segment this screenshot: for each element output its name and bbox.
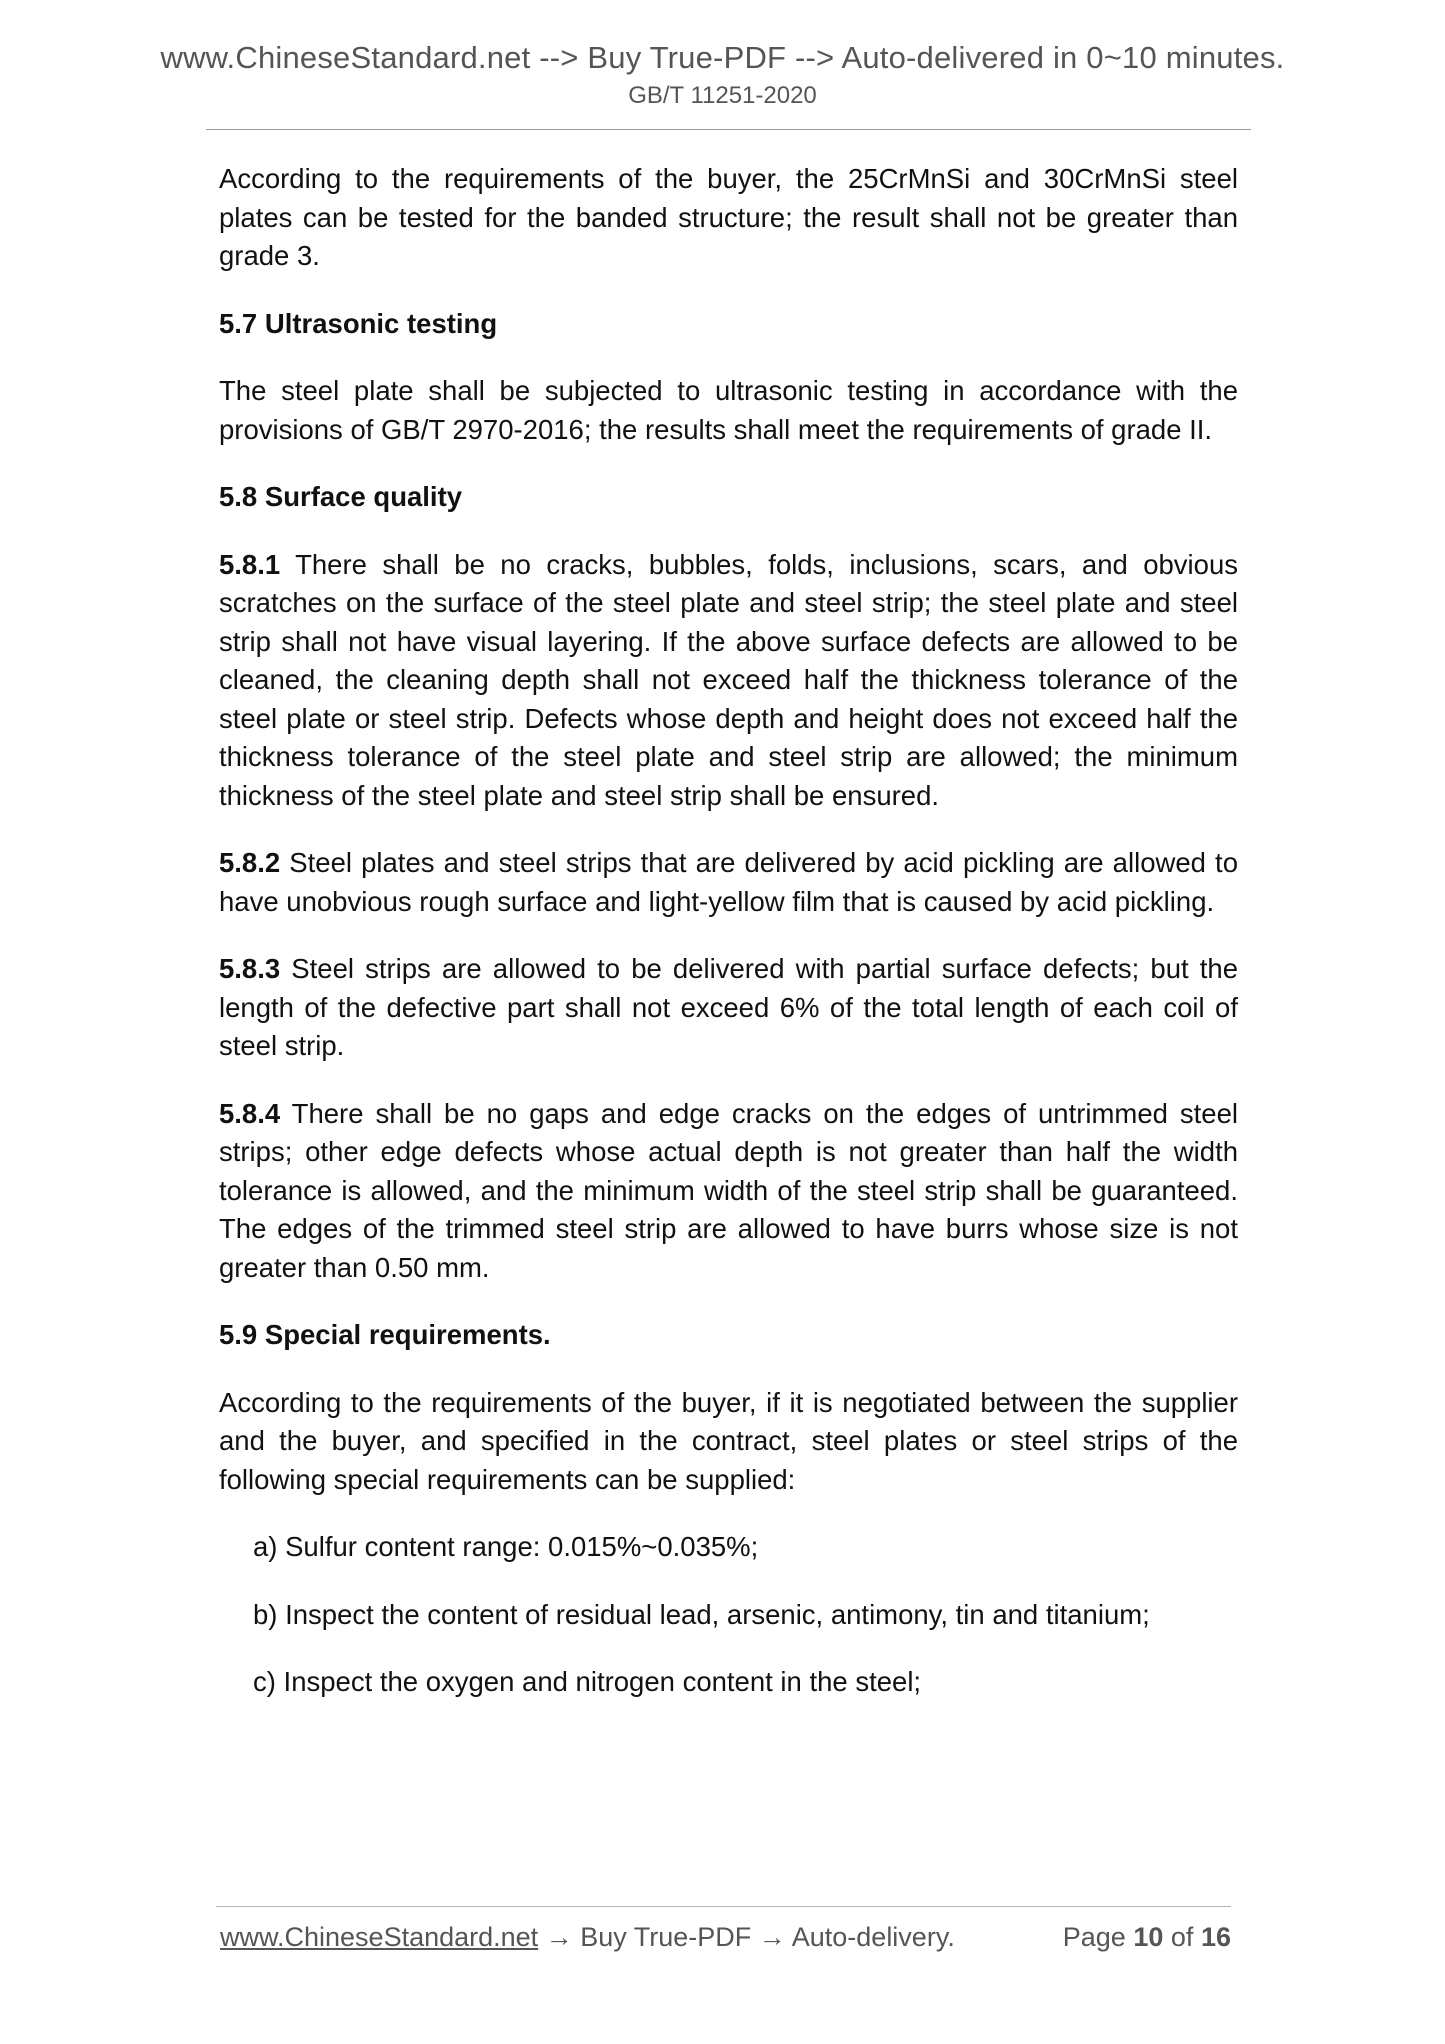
standard-code: GB/T 11251-2020: [628, 82, 817, 109]
page-indicator: [1063, 1922, 1231, 1953]
clause-text: Steel strips are allowed to be delivered with partial surface defects; but the length of the defective part shall not exceed 6% of the total length of each coil of steel strip.: [219, 953, 1238, 1061]
clause-text: Steel plates and steel strips that are delivered by acid pickling are allowed to have unobvious rough surface and light-yellow film that is caused by acid pickling.: [219, 847, 1238, 917]
list-item: b) Inspect the content of residual lead, arsenic, antimony, tin and titanium;: [253, 1598, 1150, 1630]
clause-5-8-1: [219, 546, 1238, 816]
page-footer: [220, 1922, 1231, 1962]
header-divider: [206, 129, 1251, 130]
section-5-7-heading: 5.7 Ultrasonic testing: [219, 307, 498, 339]
website-link[interactable]: www.ChineseStandard.net: [220, 1922, 539, 1952]
section-5-8-heading: 5.8 Surface quality: [219, 481, 463, 512]
section-5-9-heading: 5.9 Special requirements.: [219, 1319, 551, 1350]
list-item: c) Inspect the oxygen and nitrogen content in the steel;: [253, 1666, 922, 1697]
footer-tagline: → Buy True-PDF → Auto-delivery.: [538, 1922, 955, 1952]
list-item: a) Sulfur content range: 0.015%~0.035%;: [253, 1531, 759, 1562]
clause-number: 5.8.3: [219, 953, 281, 984]
intro-paragraph: According to the requirements of the buyer, the 25CrMnSi and 30CrMnSi steel plates can be tested for the banded structure; the result shall not be greater than grade 3.: [219, 163, 1238, 271]
clause-5-8-4: [219, 1095, 1238, 1288]
section-5-9-paragraph: According to the requirements of the buyer, if it is negotiated between the supplier and the buyer, and specified in the contract, steel plates or steel strips of the following special requirements can be supplied:: [219, 1386, 1238, 1495]
clause-number: 5.8.1: [219, 548, 281, 580]
clause-number: 5.8.4: [219, 1097, 281, 1129]
current-page-number: 10: [1133, 1922, 1164, 1952]
clause-5-8-2: [219, 844, 1238, 921]
header-banner: www.ChineseStandard.net --> Buy True-PDF --> Auto-delivered in 0~10 minutes.: [160, 40, 1285, 75]
clause-number: 5.8.2: [219, 847, 281, 878]
clause-5-8-3: [219, 950, 1238, 1066]
document-body: [219, 160, 1238, 1731]
of-label: of: [1170, 1922, 1194, 1952]
clause-text: There shall be no gaps and edge cracks on the edges of untrimmed steel strips; other edge defects whose actual depth is not greater than half the width tolerance is allowed, and the minimum width of the steel strip shall be guaranteed. The edges of the trimmed steel strip are allowed to have burrs whose size is not greater than 0.50 mm.: [219, 1097, 1238, 1283]
page-label: Page: [1062, 1922, 1126, 1952]
footer-left: [220, 1922, 955, 1953]
clause-text: There shall be no cracks, bubbles, folds, inclusions, scars, and obvious scratches on the surface of the steel plate and steel strip; the steel plate and steel strip shall not have visual layering. If the above surface defects are allowed to be cleaned, the cleaning depth shall not exceed half the thickness tolerance of the steel plate or steel strip. Defects whose depth and height does not exceed half the thickness tolerance of the steel plate and steel strip are allowed; the minimum thickness of the steel plate and steel strip shall be ensured.: [219, 548, 1238, 811]
section-5-7-paragraph: The steel plate shall be subjected to ultrasonic testing in accordance with the provisions of GB/T 2970-2016; the results shall meet the requirements of grade II.: [219, 375, 1238, 445]
total-pages-number: 16: [1200, 1922, 1231, 1952]
footer-divider: [216, 1906, 1231, 1907]
